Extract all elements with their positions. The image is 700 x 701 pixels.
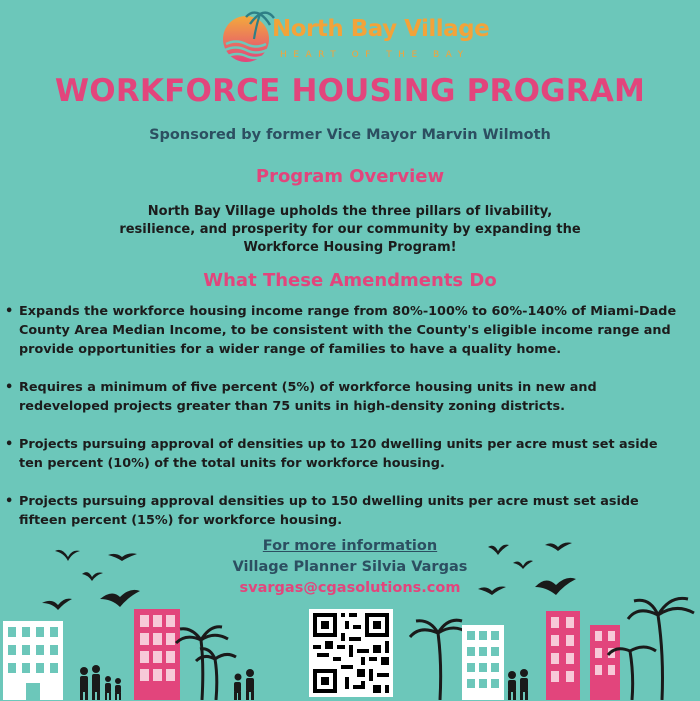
amendment-item [5,302,685,359]
palm-tree-icon [176,627,228,700]
palm-tree-icon [410,620,468,700]
amendments-heading: What These Amendments Do [203,270,497,291]
logo-tagline: HEART OF THE BAY [280,50,470,60]
overview-heading: Program Overview [255,166,445,187]
sponsor-line: Sponsored by former Vice Mayor Marvin Wilmoth [149,127,551,143]
amendment-text: Projects pursuing approval of densities up to 120 dwelling units per acre must set aside ten percent (10%) of the total units for workforce housing. [19,437,658,471]
bullet-icon: • [5,380,14,395]
contact-heading: For more information [262,538,438,554]
overview-text: North Bay Village upholds the three pillars of livability, resilience, and prosperity for our community by expanding the Workforce Housing Program! [119,204,581,255]
building-icon [3,621,63,700]
amendment-item [5,492,685,530]
building-icon [134,609,180,700]
building-icon [590,625,620,700]
amendment-text: Projects pursuing approval densities up to 150 dwelling units per acre must set aside fifteen percent (15%) for workforce housing. [19,494,639,528]
logo-name: North Bay Village [272,16,490,42]
amendment-item [5,435,685,473]
amendment-text: Requires a minimum of five percent (5%) of workforce housing units in new and redeveloped projects greater than 75 units in high-density zoning districts. [19,380,597,414]
page-title: WORKFORCE HOUSING PROGRAM [54,73,646,109]
people-silhouette-icon [508,669,528,700]
contact-email-link[interactable]: svargas@cgasolutions.com [239,580,461,596]
sun-palm-logo-icon [216,8,276,66]
contact-name: Village Planner Silvia Vargas [232,559,468,575]
bullet-icon: • [5,437,14,452]
building-icon [546,611,580,700]
qr-code-icon [309,609,393,697]
amendment-text: Expands the workforce housing income range from 80%-100% to 60%-140% of Miami-Dade County Area Median Income, to be consistent with the County's eligible income range and provide opportunities for a wider range of families to have a quality home. [19,304,677,357]
bullet-icon: • [5,304,14,319]
amendment-item [5,378,685,416]
building-icon [462,625,504,700]
qr-code[interactable] [309,609,393,697]
bullet-icon: • [5,494,14,509]
bird-icon [42,599,72,610]
logo [216,8,506,66]
